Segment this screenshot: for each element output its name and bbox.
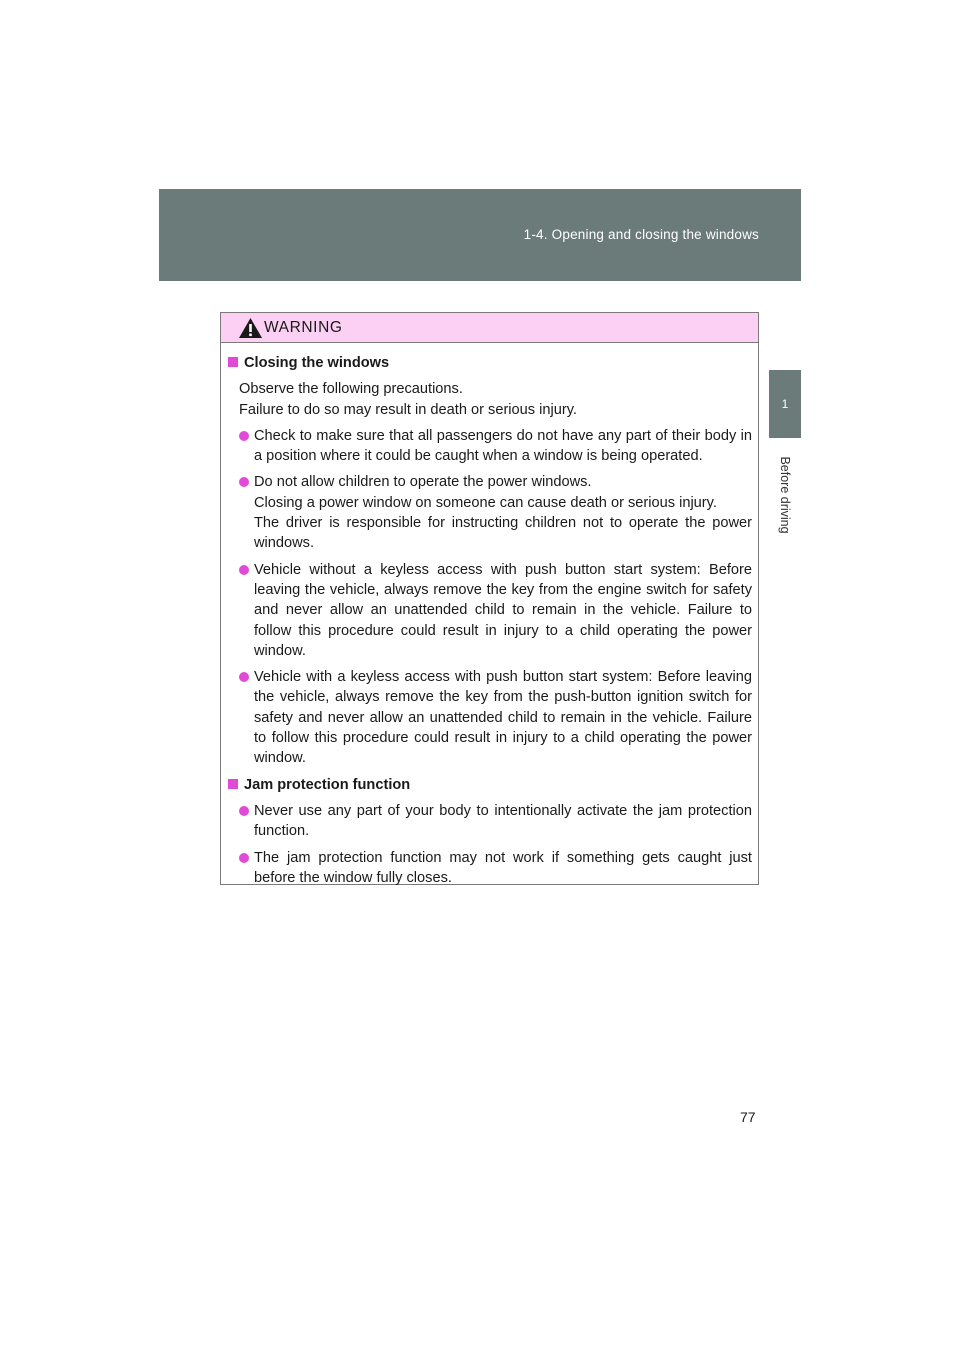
chapter-tab	[769, 370, 801, 438]
section-heading-closing: Closing the windows	[228, 353, 752, 373]
bullet-item: Do not allow children to operate the power windows. Closing a power window on someone can cause death or serious injury. The driver is responsible for instructing children not to operate the power windows.	[239, 472, 752, 553]
warning-body	[221, 343, 758, 888]
section-intro: Observe the following precautions. Failure to do so may result in death or serious injury.	[239, 381, 577, 418]
round-bullet-icon	[239, 477, 249, 487]
round-bullet-icon	[239, 565, 249, 575]
warning-triangle-icon	[238, 317, 263, 339]
warning-box	[220, 312, 759, 885]
square-bullet-icon	[228, 779, 238, 789]
chapter-number: 1	[781, 397, 789, 411]
bullet-item: The jam protection function may not work if something gets caught just before the window fully closes.	[239, 848, 752, 889]
section-title: 1-4. Opening and closing the windows	[523, 227, 759, 242]
chapter-label: Before driving	[778, 456, 792, 534]
square-bullet-icon	[228, 357, 238, 367]
bullet-item: Check to make sure that all passengers do not have any part of their body in a position where it could be caught when a window is being operated.	[239, 426, 752, 467]
bullet-item: Never use any part of your body to intentionally activate the jam protection function.	[239, 801, 752, 842]
round-bullet-icon	[239, 431, 249, 441]
round-bullet-icon	[239, 672, 249, 682]
page-number: 77	[740, 1109, 756, 1125]
header-band	[159, 189, 801, 281]
round-bullet-icon	[239, 853, 249, 863]
bullet-item: Vehicle with a keyless access with push button start system: Before leaving the vehicle, always remove the key from the push-button ignition switch for safety and never allow an unattended child to remain in the vehicle. Failure to follow this procedure could result in injury to a child operating the power window.	[239, 667, 752, 768]
bullet-item: Vehicle without a keyless access with push button start system: Before leaving the vehicle, always remove the key from the engine switch for safety and never allow an unattended child to remain in the vehicle. Failure to follow this procedure could result in injury to a child operating the power window.	[239, 560, 752, 661]
round-bullet-icon	[239, 806, 249, 816]
warning-header	[221, 313, 758, 343]
warning-title: WARNING	[264, 319, 343, 336]
section-heading-jam-protection: Jam protection function	[228, 775, 752, 795]
